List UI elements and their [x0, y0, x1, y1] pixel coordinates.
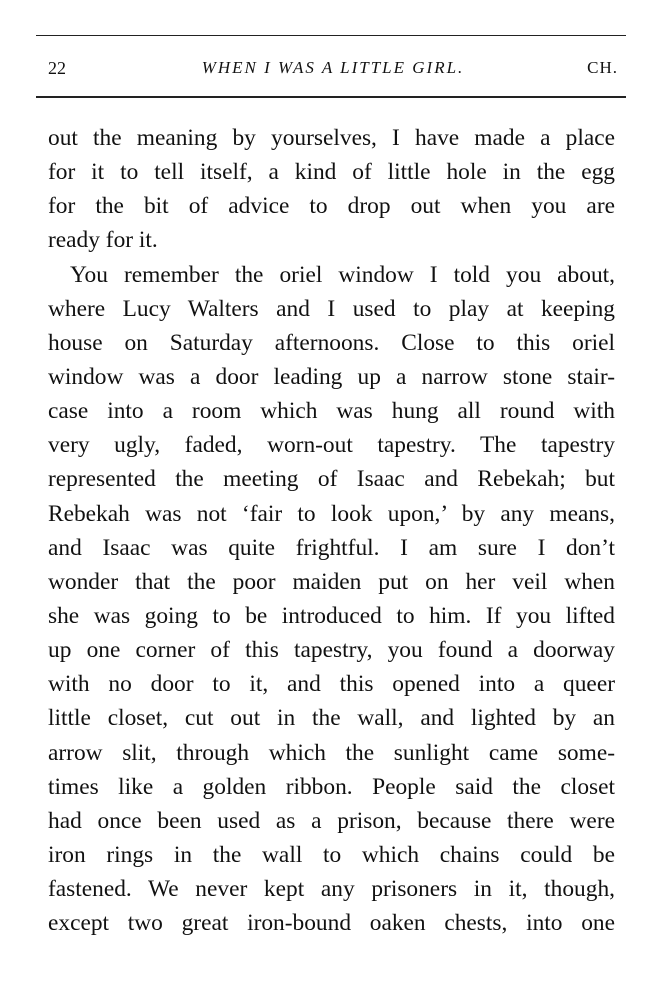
text-line: times like a golden ribbon. People said the closet — [48, 773, 615, 800]
text-line: ready for it. — [48, 227, 158, 254]
text-line: fastened. We never kept any prisoners in it, though, — [48, 876, 615, 903]
text-line: little closet, cut out in the wall, and lighted by an — [48, 705, 615, 732]
text-line: window was a door leading up a narrow stone stair- — [48, 363, 615, 390]
text-line: You remember the oriel window I told you about, — [70, 261, 615, 288]
text-line: iron rings in the wall to which chains could be — [48, 841, 615, 868]
text-line: Rebekah was not ‘fair to look upon,’ by any means, — [48, 500, 615, 527]
header-bottom-rule — [36, 96, 626, 98]
running-header — [48, 58, 618, 84]
text-line: arrow slit, through which the sunlight came some- — [48, 739, 615, 766]
text-line: up one corner of this tapestry, you found a doorway — [48, 637, 615, 664]
text-line: case into a room which was hung all round with — [48, 398, 615, 425]
text-line: represented the meeting of Isaac and Rebekah; but — [48, 466, 615, 493]
running-title: WHEN I WAS A LITTLE GIRL. — [201, 58, 465, 77]
body-text — [48, 121, 615, 940]
chapter-abbreviation: CH. — [587, 58, 618, 77]
text-line: wonder that the poor maiden put on her veil when — [48, 568, 615, 595]
header-top-rule — [36, 35, 626, 36]
text-line: out the meaning by yourselves, I have made a place — [48, 125, 615, 151]
text-line: very ugly, faded, worn-out tapestry. The tapestry — [48, 432, 615, 459]
text-line: and Isaac was quite frightful. I am sure I don’t — [48, 534, 615, 561]
text-line: where Lucy Walters and I used to play at keeping — [48, 295, 615, 322]
text-line: except two great iron-bound oaken chests, into one — [48, 910, 615, 937]
text-line: had once been used as a prison, because there were — [48, 807, 615, 834]
text-line: with no door to it, and this opened into a queer — [48, 671, 615, 698]
text-line: she was going to be introduced to him. If you lifted — [48, 602, 615, 629]
page-number: 22 — [48, 58, 66, 78]
text-line: house on Saturday afternoons. Close to this oriel — [48, 329, 615, 356]
text-line: for it to tell itself, a kind of little hole in the egg — [48, 159, 615, 186]
text-line: for the bit of advice to drop out when you are — [48, 193, 615, 220]
